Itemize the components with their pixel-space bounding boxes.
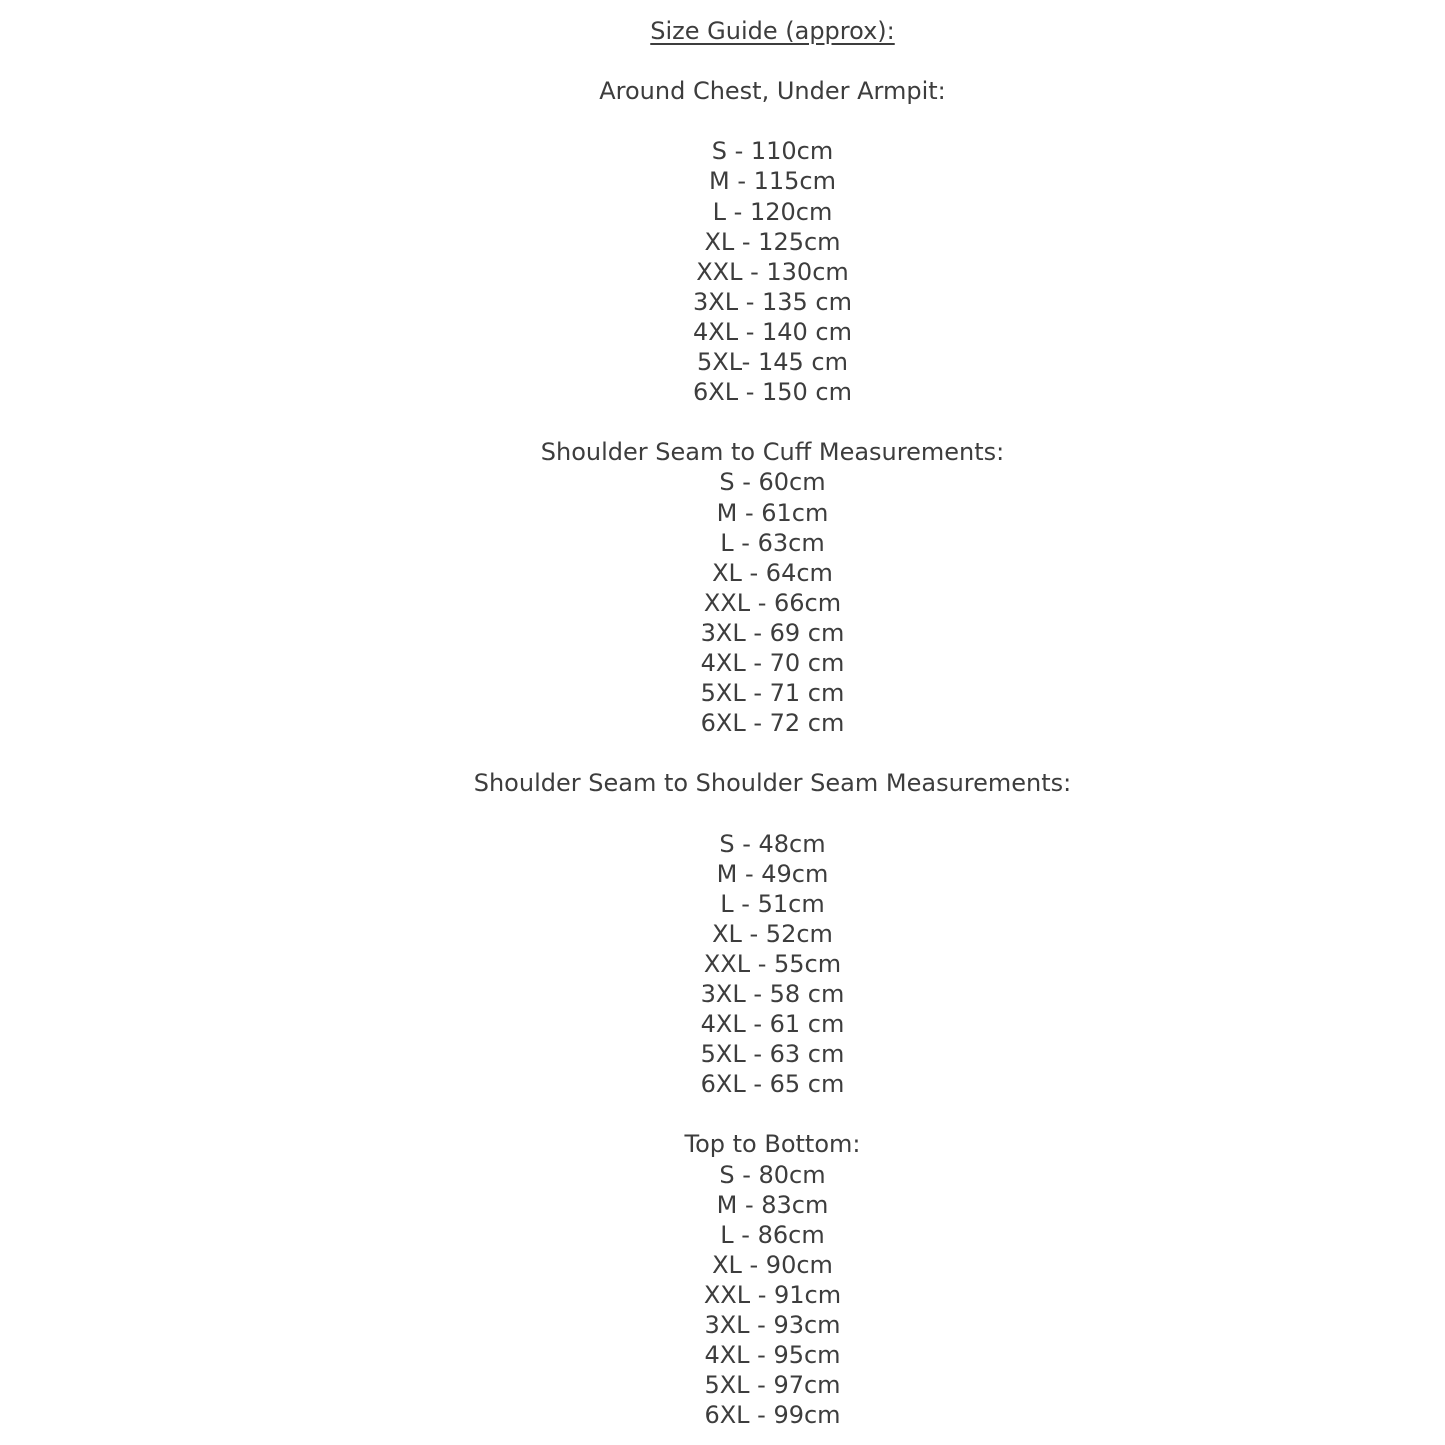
size-section: [100, 76, 1445, 407]
size-row: S - 80cm: [719, 1160, 826, 1189]
size-row: 5XL - 63 cm: [700, 1040, 845, 1069]
size-row: L - 120cm: [712, 197, 833, 226]
size-section: [100, 437, 1445, 738]
size-row: XL - 90cm: [712, 1250, 833, 1279]
size-guide-title: Size Guide (approx):: [650, 17, 895, 45]
size-row: M - 115cm: [708, 167, 836, 196]
size-row: S - 60cm: [719, 468, 826, 497]
size-row: XL - 64cm: [712, 558, 833, 587]
size-row: XXL - 130cm: [696, 257, 849, 286]
size-row: 4XL - 61 cm: [700, 1010, 845, 1039]
size-row: 6XL - 150 cm: [692, 378, 852, 407]
section-heading: Around Chest, Under Armpit:: [599, 77, 946, 106]
size-row: 4XL - 95cm: [704, 1341, 841, 1370]
size-row: M - 61cm: [716, 498, 829, 527]
section-heading: Top to Bottom:: [684, 1130, 861, 1159]
size-row: XXL - 91cm: [703, 1280, 842, 1309]
size-row: 3XL - 69 cm: [700, 618, 845, 647]
size-row: 3XL - 58 cm: [700, 980, 845, 1008]
size-section: [100, 1129, 1445, 1430]
size-row: L - 51cm: [720, 889, 825, 918]
size-row: L - 86cm: [720, 1220, 825, 1249]
size-row: M - 49cm: [716, 859, 829, 888]
size-row: S - 110cm: [711, 137, 834, 166]
size-row: 3XL - 93cm: [704, 1311, 841, 1340]
size-row: 5XL- 145 cm: [697, 348, 848, 377]
size-row: XL - 52cm: [712, 919, 833, 948]
size-section: [100, 768, 1445, 1099]
size-row: XXL - 66cm: [703, 588, 842, 617]
size-row: 6XL - 65 cm: [700, 1070, 845, 1099]
size-row: 4XL - 140 cm: [692, 317, 852, 346]
size-row: XL - 125cm: [704, 227, 841, 256]
section-heading: Shoulder Seam to Shoulder Seam Measurements:: [473, 769, 1072, 798]
size-row: 6XL - 99cm: [704, 1401, 841, 1430]
size-row: 4XL - 70 cm: [700, 648, 845, 677]
size-row: 5XL - 97cm: [704, 1371, 841, 1400]
size-row: L - 63cm: [720, 528, 825, 557]
size-row: XXL - 55cm: [703, 949, 842, 978]
size-row: S - 48cm: [719, 829, 826, 858]
size-row: M - 83cm: [716, 1190, 829, 1219]
size-guide-sections: [100, 76, 1445, 1430]
size-row: 5XL - 71 cm: [700, 679, 845, 708]
section-heading: Shoulder Seam to Cuff Measurements:: [540, 438, 1005, 467]
size-row: 3XL - 135 cm: [692, 287, 852, 316]
size-row: 6XL - 72 cm: [700, 709, 845, 738]
